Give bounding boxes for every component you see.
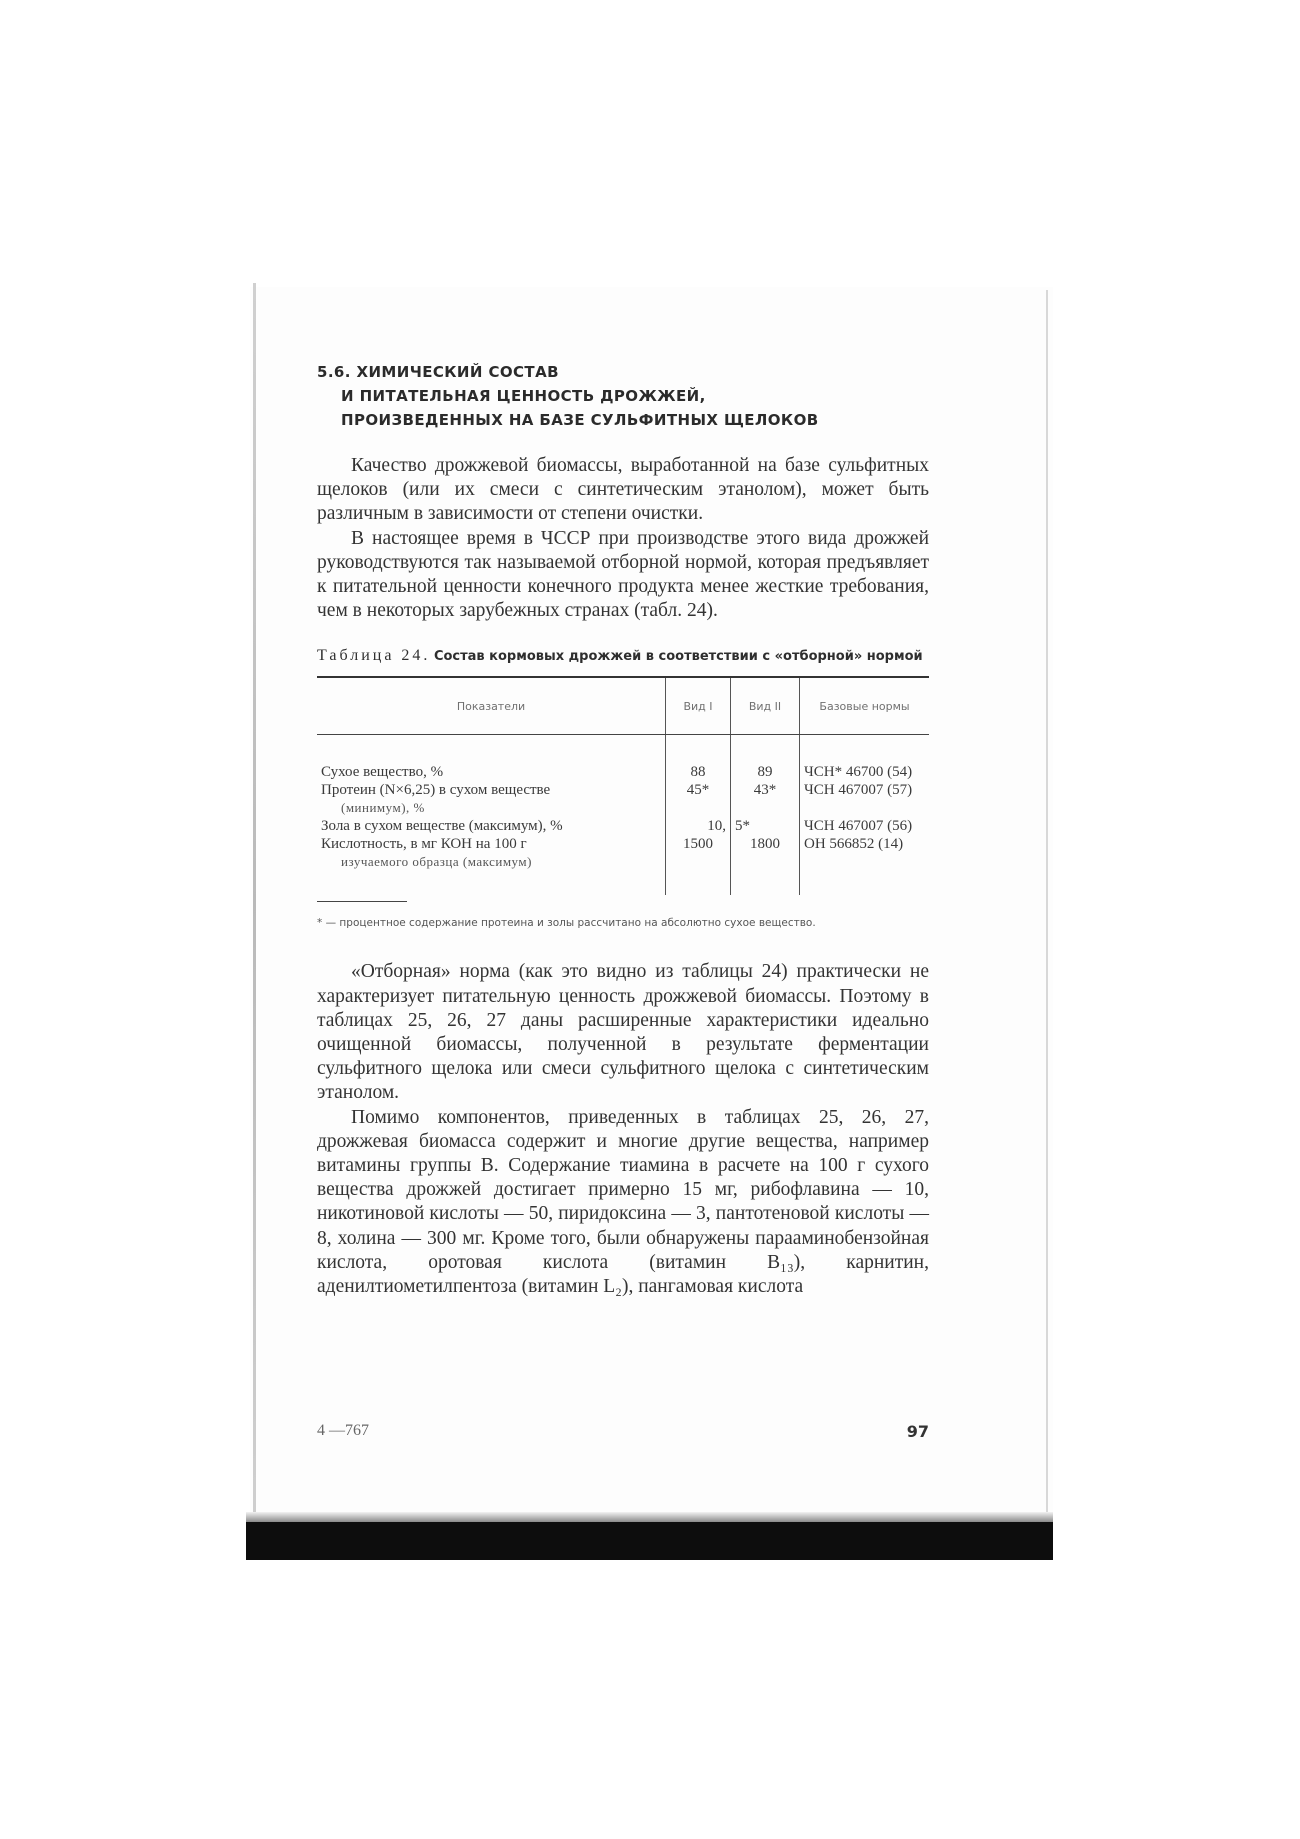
heading-line-3: ПРОИЗВЕДЕННЫХ НА БАЗЕ СУЛЬФИТНЫХ ЩЕЛОКОВ: [341, 411, 819, 429]
tail-cell: [666, 871, 731, 895]
table-header-row: [317, 677, 929, 735]
table-caption-title: Состав кормовых дрожжей в соответствии с «отборной» нормой: [433, 649, 923, 665]
row-base-norm: ЧСН 467007 (56): [800, 817, 930, 835]
row-type-2: 1800: [731, 835, 800, 871]
row-indicator: [317, 835, 666, 871]
row-type-1: 88: [666, 763, 731, 781]
header-base-norms: Базовые нормы: [800, 677, 930, 735]
composition-table: [317, 676, 929, 895]
row-indicator: [317, 781, 666, 817]
heading-line-1: [317, 360, 929, 384]
row-type-2: 5*: [731, 817, 800, 835]
page-number: 97: [906, 1422, 929, 1441]
paragraph-4: Помимо компонентов, приведенных в таблицах 25, 26, 27, дрожжевая биомасса содержит и многие другие вещества, например витамины группы В. Содержание тиамина в расчете на 100 г сухого вещества дрожжей достигает примерно 15 мг, рибофлавина — 10, никотиновой кислоты — 50, пиридоксина — 3, пантотеновой кислоты — 8, холина — 300 мг. Кроме того, были обнаружены парааминобензойная кислота, оротовая кислота (витамин B₁₃), карнитин, аденилтиометилпентоза (витамин L₂), пангамовая кислота: [317, 1106, 929, 1298]
row-base-norm: ЧСН* 46700 (54): [800, 763, 930, 781]
paragraph-1: Качество дрожжевой биомассы, выработанной на базе сульфитных щелоков (или их смеси с синтетическим этанолом), может быть различным в зависимости от степени очистки.: [317, 455, 929, 525]
page-right-edge: [1046, 290, 1048, 1520]
table-caption: [317, 647, 929, 666]
header-type-2: Вид II: [731, 677, 800, 735]
indicator-text: Зола в сухом веществе (максимум), %: [321, 818, 563, 835]
row-indicator: [317, 817, 666, 835]
row-type-1: 10,: [666, 817, 731, 835]
table-footnote: * — процентное содержание протеина и золы рассчитано на абсолютно сухое вещество.: [317, 917, 816, 930]
footnote-rule: [317, 901, 407, 902]
table-row: [317, 763, 929, 781]
row-type-2: 43*: [731, 781, 800, 817]
table-row: [317, 817, 929, 835]
heading-text-1: ХИМИЧЕСКИЙ СОСТАВ: [356, 363, 559, 381]
table-tail-row: [317, 871, 929, 895]
tail-cell: [800, 871, 930, 895]
header-type-1: Вид I: [666, 677, 731, 735]
row-indicator: [317, 763, 666, 781]
page-left-edge: [253, 283, 256, 1523]
scan-bottom-shadow: [246, 1512, 1053, 1522]
indicator-text: Кислотность, в мг КОН на 100 г: [321, 836, 527, 853]
indicator-text-cont: изучаемого образца (максимум): [341, 854, 532, 870]
tail-cell: [731, 871, 800, 895]
row-type-1: 1500: [666, 835, 731, 871]
page-footer: [317, 1422, 929, 1446]
section-number: 5.6.: [317, 363, 351, 381]
row-base-norm: ЧСН 467007 (57): [800, 781, 930, 817]
paragraph-2: В настоящее время в ЧССР при производстве этого вида дрожжей руководствуются так называемой отборной нормой, которая предъявляет к питательной ценности конечного продукта менее жесткие требования, чем в некоторых зарубежных странах (табл. 24).: [317, 527, 929, 622]
header-indicators: Показатели: [317, 677, 666, 735]
row-type-2: 89: [731, 763, 800, 781]
indicator-text: Сухое вещество, %: [321, 764, 444, 781]
table-row: [317, 781, 929, 817]
row-base-norm: ОН 566852 (14): [800, 835, 930, 871]
spacer-cell: [731, 735, 800, 764]
table-row: [317, 835, 929, 871]
spacer-cell: [666, 735, 731, 764]
table-spacer-row: [317, 735, 929, 764]
table-caption-label: Таблица 24.: [317, 647, 431, 665]
indicator-text: Протеин (N×6,25) в сухом веществе: [321, 782, 551, 799]
heading-line-2: И ПИТАТЕЛЬНАЯ ЦЕННОСТЬ ДРОЖЖЕЙ,: [341, 387, 706, 405]
paragraph-3: «Отборная» норма (как это видно из таблицы 24) практически не характеризует питательную ценность дрожжевой биомассы. Поэтому в таблицах 25, 26, 27 даны расширенные характеристики идеально очищенной биомассы, полученной в результате ферментации сульфитного щелока или смеси сульфитного щелока с синтетическим этанолом.: [317, 961, 929, 1104]
spacer-cell: [800, 735, 930, 764]
printer-signature: 4 —767: [317, 1422, 369, 1439]
indicator-text-cont: (минимум), %: [341, 800, 425, 816]
tail-cell: [317, 871, 666, 895]
section-heading: [317, 360, 929, 432]
scan-bottom-bar: [246, 1522, 1053, 1560]
page-content: [317, 360, 929, 1299]
row-type-1: 45*: [666, 781, 731, 817]
spacer-cell: [317, 735, 666, 764]
